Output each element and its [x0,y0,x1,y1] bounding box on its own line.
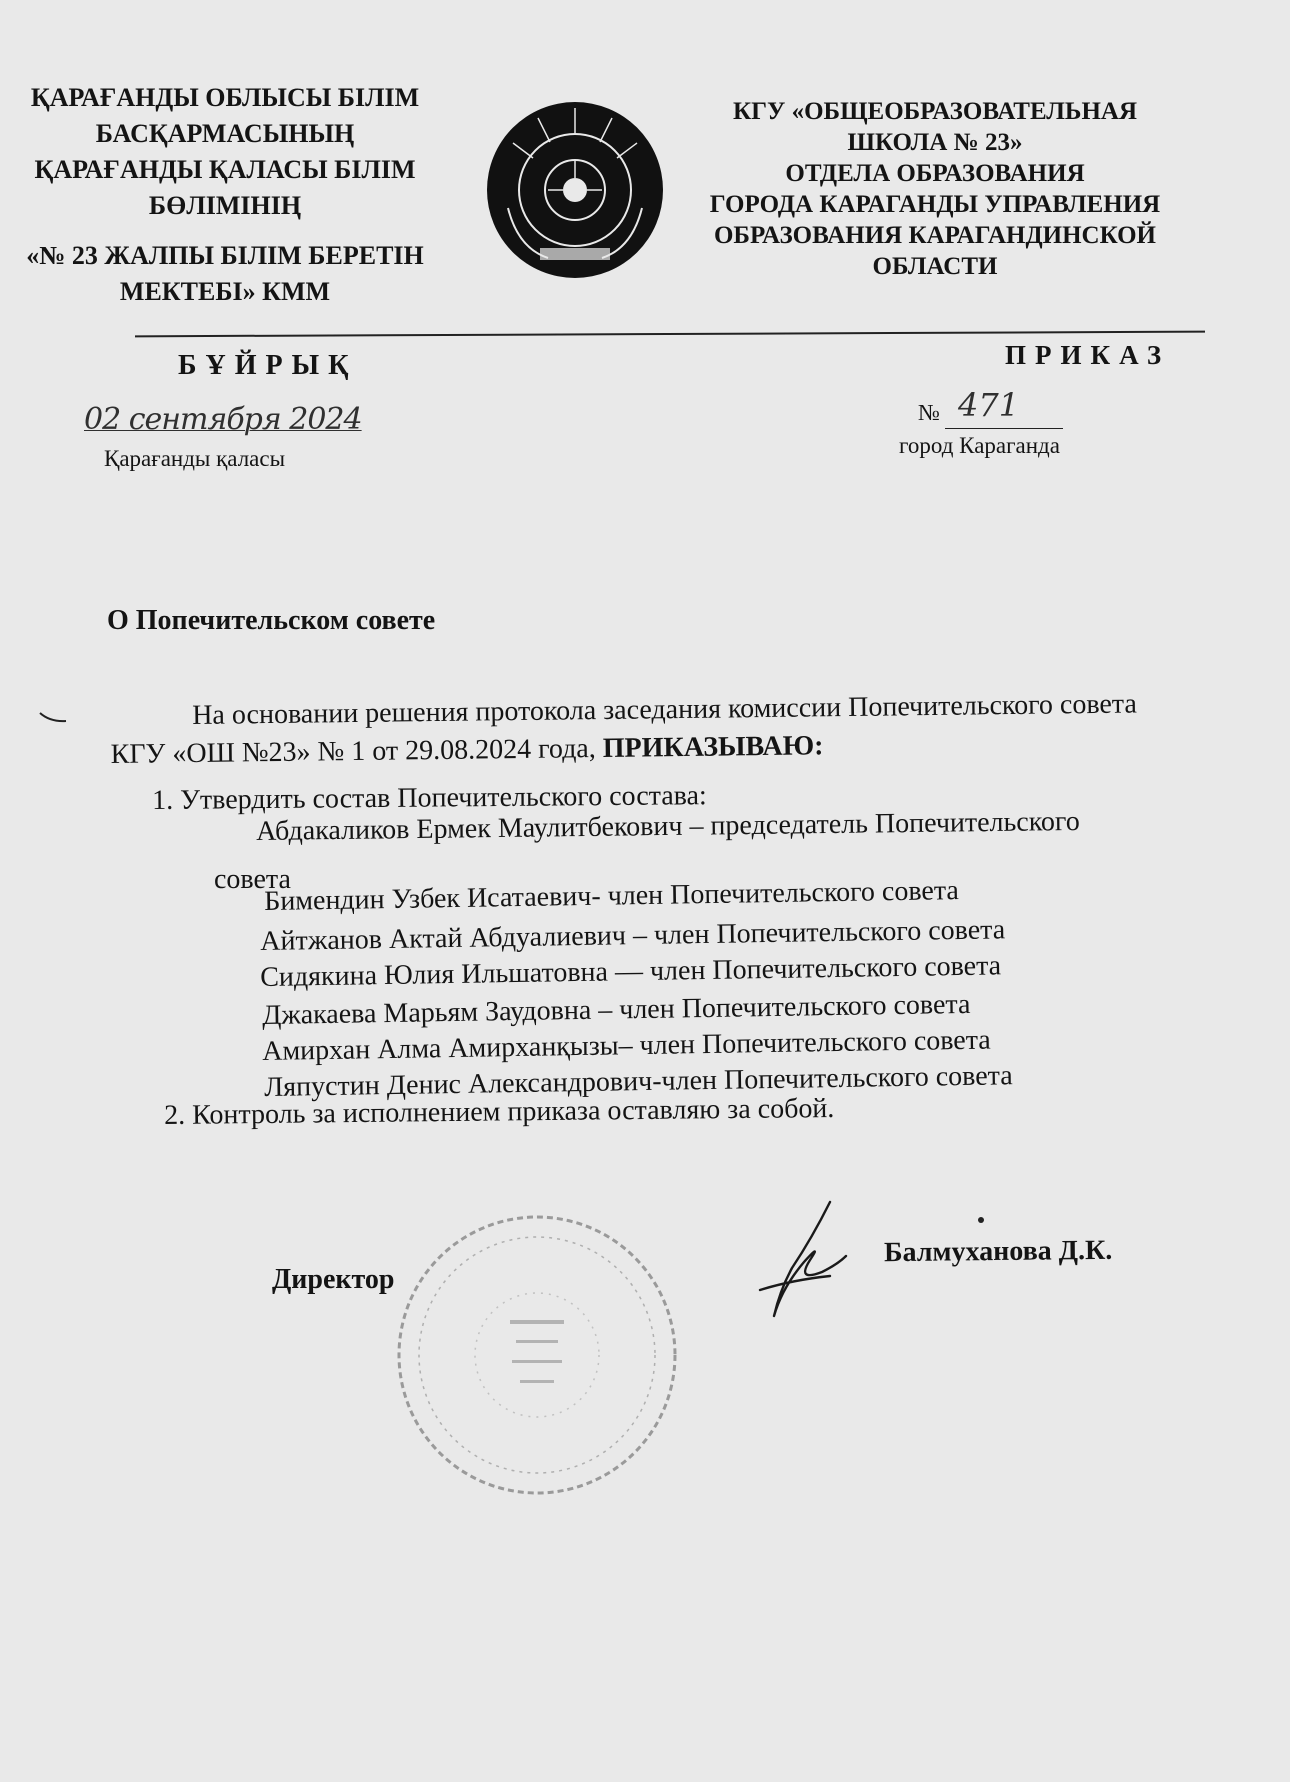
header-ru-line: ГОРОДА КАРАГАНДЫ УПРАВЛЕНИЯ [709,191,1161,218]
order-number-underline [945,428,1063,429]
order-title-kz: БҰЙРЫҚ [178,350,358,381]
member-line: Айтжанов Актай Абдуалиевич – член Попечительского совета [260,914,1006,957]
director-name: Балмуханова Д.К. [883,1234,1113,1269]
header-ru-line: ШКОЛА № 23» [847,129,1023,156]
member-line: Сидякина Юлия Ильшатовна — член Попечительского совета [260,950,1002,993]
city-ru: город Караганда [899,433,1060,458]
chairman-line-cont: совета [214,864,291,895]
director-title: Директор [272,1264,395,1295]
city-kz: Қарағанды қаласы [104,446,286,471]
header-kz-line: «№ 23 ЖАЛПЫ БІЛІМ БЕРЕТІН [26,241,424,270]
header-ru-line: КГУ «ОБЩЕОБРАЗОВАТЕЛЬНАЯ [732,98,1138,125]
intro-order-word: ПРИКАЗЫВАЮ: [602,730,824,764]
header-kz-line: БӨЛІМІНІҢ [148,191,302,220]
header-ru-line: ОТДЕЛА ОБРАЗОВАНИЯ [785,160,1085,187]
handwritten-order-number: 471 [958,386,1020,424]
handwritten-date: 02 сентября 2024 [84,402,362,437]
list-item: 1. Утвердить состав Попечительского состава: [152,780,707,816]
pen-mark-icon [38,710,68,724]
header-kz-line: МЕКТЕБІ» КММ [119,277,331,306]
handwritten-signature-icon [752,1198,852,1318]
chairman-line: Абдакаликов Ермек Маулитбекович – председатель Попечительского [256,805,1080,847]
header-ru-line: ОБЛАСТИ [872,253,998,280]
order-number-label: № [918,400,940,425]
member-line: Амирхан Алма Амирханқызы– член Попечительского совета [262,1024,991,1067]
header-russian [690,96,1180,282]
header-kz-line: ҚАРАҒАНДЫ ОБЛЫСЫ БІЛІМ [30,83,420,112]
intro-text: На основании решения протокола заседания комиссии Попечительского совета КГУ «ОШ №23» № 1 от 29.08.2024 года, [110,688,1138,770]
header-kazakh [0,80,450,310]
ink-dot [978,1217,984,1223]
round-seal-icon [392,1210,682,1500]
member-line: Джакаева Марьям Заудовна – член Попечительского совета [262,988,971,1031]
list-item: 2. Контроль за исполнением приказа оставляю за собой. [164,1092,835,1131]
state-emblem-icon [478,98,672,282]
member-line: Ляпустин Денис Александрович-член Попечительского совета [264,1060,1013,1103]
header-kz-line: ҚАРАҒАНДЫ ҚАЛАСЫ БІЛІМ [34,155,416,184]
header-ru-line: ОБРАЗОВАНИЯ КАРАГАНДИНСКОЙ [713,222,1156,249]
header-divider [135,331,1205,338]
order-subject: О Попечительском совете [107,605,436,636]
member-line: Бимендин Узбек Исатаевич- член Попечительского совета [264,875,960,917]
header-kz-line: БАСҚАРМАСЫНЫҢ [95,119,355,148]
intro-paragraph [110,685,1191,774]
order-title-ru: ПРИКАЗ [1005,340,1171,370]
